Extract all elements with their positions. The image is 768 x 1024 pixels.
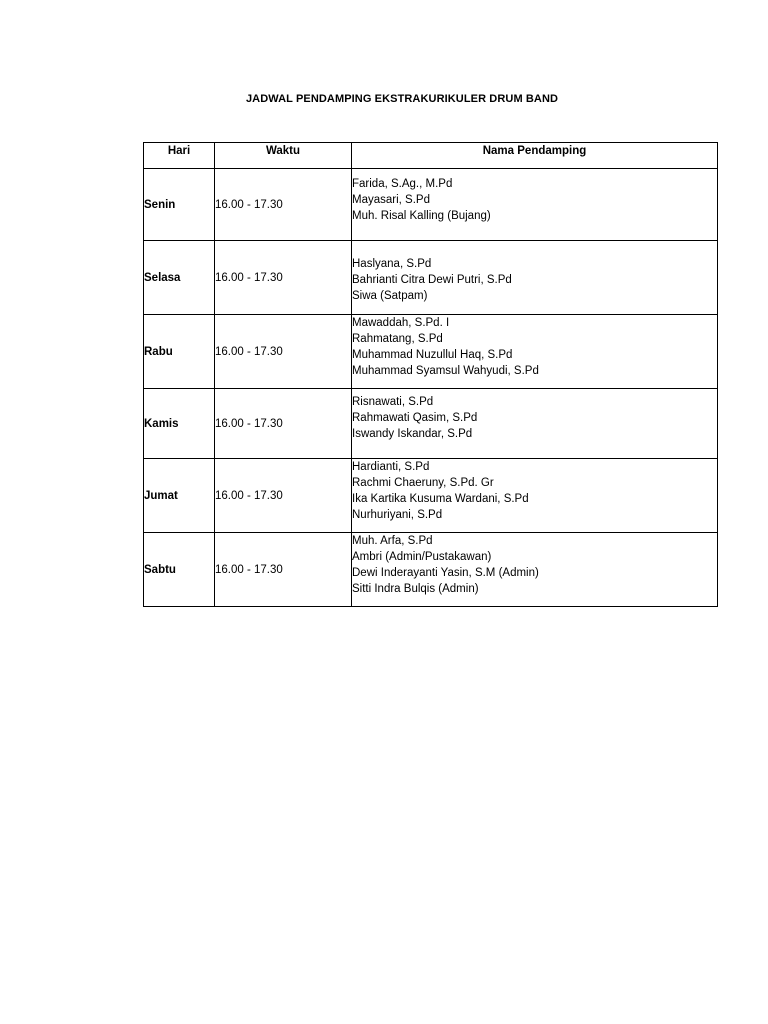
cell-nama-pendamping — [352, 169, 718, 241]
cell-nama-pendamping — [352, 533, 718, 607]
pendamping-name: Nurhuriyani, S.Pd — [352, 509, 443, 521]
pendamping-name: Siwa (Satpam) — [352, 290, 428, 302]
document-title: JADWAL PENDAMPING EKSTRAKURIKULER DRUM BAND — [245, 93, 559, 105]
header-hari: Hari — [144, 143, 215, 169]
cell-waktu: 16.00 - 17.30 — [215, 459, 352, 533]
cell-hari: Jumat — [144, 459, 215, 533]
cell-waktu: 16.00 - 17.30 — [215, 241, 352, 315]
table-header-row — [144, 143, 718, 169]
cell-waktu: 16.00 - 17.30 — [215, 169, 352, 241]
pendamping-name: Risnawati, S.Pd — [352, 396, 434, 408]
table-row — [144, 241, 718, 315]
pendamping-name: Haslyana, S.Pd — [352, 258, 432, 270]
cell-nama-pendamping — [352, 389, 718, 459]
pendamping-name: Mawaddah, S.Pd. I — [352, 317, 450, 329]
cell-hari: Senin — [144, 169, 215, 241]
pendamping-name: Muh. Risal Kalling (Bujang) — [352, 210, 491, 222]
pendamping-name: Ika Kartika Kusuma Wardani, S.Pd — [352, 493, 529, 505]
pendamping-name: Iswandy Iskandar, S.Pd — [352, 428, 473, 440]
pendamping-name: Muhammad Syamsul Wahyudi, S.Pd — [352, 365, 539, 377]
pendamping-name: Muh. Arfa, S.Pd — [352, 535, 433, 547]
pendamping-name: Rahmatang, S.Pd — [352, 333, 443, 345]
table-body — [144, 169, 718, 607]
header-waktu: Waktu — [215, 143, 352, 169]
pendamping-name: Hardianti, S.Pd — [352, 461, 430, 473]
pendamping-name: Rachmi Chaeruny, S.Pd. Gr — [352, 477, 494, 489]
table-row — [144, 315, 718, 389]
schedule-table — [143, 142, 718, 607]
cell-hari: Sabtu — [144, 533, 215, 607]
table-row — [144, 459, 718, 533]
cell-nama-pendamping — [352, 459, 718, 533]
cell-hari: Rabu — [144, 315, 215, 389]
table-row — [144, 533, 718, 607]
pendamping-name: Muhammad Nuzullul Haq, S.Pd — [352, 349, 513, 361]
cell-nama-pendamping — [352, 241, 718, 315]
header-nama-pendamping: Nama Pendamping — [352, 143, 718, 169]
pendamping-name: Bahrianti Citra Dewi Putri, S.Pd — [352, 274, 512, 286]
pendamping-name: Rahmawati Qasim, S.Pd — [352, 412, 478, 424]
pendamping-name: Ambri (Admin/Pustakawan) — [352, 551, 492, 563]
pendamping-name: Sitti Indra Bulqis (Admin) — [352, 583, 479, 595]
cell-hari: Kamis — [144, 389, 215, 459]
pendamping-name: Mayasari, S.Pd — [352, 194, 430, 206]
pendamping-name: Farida, S.Ag., M.Pd — [352, 178, 453, 190]
cell-nama-pendamping — [352, 315, 718, 389]
cell-hari: Selasa — [144, 241, 215, 315]
cell-waktu: 16.00 - 17.30 — [215, 315, 352, 389]
pendamping-name: Dewi Inderayanti Yasin, S.M (Admin) — [352, 567, 539, 579]
cell-waktu: 16.00 - 17.30 — [215, 533, 352, 607]
table-row — [144, 169, 718, 241]
table-row — [144, 389, 718, 459]
cell-waktu: 16.00 - 17.30 — [215, 389, 352, 459]
